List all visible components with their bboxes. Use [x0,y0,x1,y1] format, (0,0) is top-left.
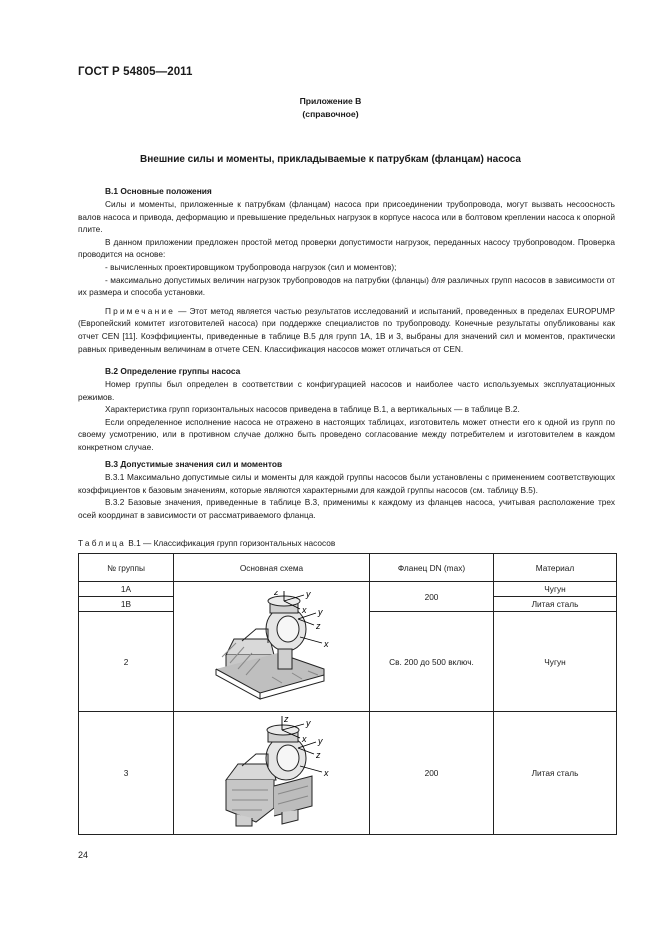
section-b3-body [78,471,615,521]
list-item: - максимально допустимых величин нагрузок трубопроводов на патрубки (фланцы) для различных групп насосов в зависимости от их размера и способа установки. [78,274,615,298]
section-heading-b2: В.2 Определение группы насоса [105,366,241,376]
paragraph: В данном приложении предложен простой метод проверки допустимости нагрузок, переданных насосу трубопроводом. Проверка проводится на основе: [78,236,615,260]
appendix-note: (справочное) [302,109,359,119]
axis-label: y [317,606,322,617]
section-b1-body [78,198,615,355]
table-row [79,712,617,835]
axis-label: y [305,590,310,599]
paragraph: Номер группы был определен в соответствии с конфигурацией насосов и наиболее часто используемых эксплуатационных режимов. [78,379,615,402]
axis-label: x [301,734,306,744]
page-number: 24 [78,850,89,860]
header-scheme: Основная схема [174,554,370,582]
axis-label: z [283,714,288,724]
list-item: - вычисленных проектировщиком трубопровода нагрузок (сил и моментов); [105,261,397,272]
material-cell: Чугун [494,582,617,597]
horizontal-pump-drawing-group-3 [212,714,332,830]
axis-label: y [317,736,322,746]
pump-scheme-group-2 [174,582,370,712]
horizontal-pump-drawing [212,591,332,701]
group-cell: 2 [79,612,174,712]
section-b2-body [78,378,615,454]
material-cell: Литая сталь [494,712,617,835]
axis-label: z [315,620,320,631]
flange-cell: Св. 200 до 500 включ. [370,612,494,712]
axis-label: y [305,718,310,728]
flange-cell: 200 [370,582,494,612]
appendix-title: Приложение В [299,96,362,106]
table-row [79,582,617,597]
material-cell: Чугун [494,612,617,712]
main-title: Внешние силы и моменты, прикладываемые к патрубкам (фланцам) насоса [140,154,521,165]
group-cell: 1А [79,582,174,597]
section-heading-b1: В.1 Основные положения [105,186,212,196]
group-cell: 3 [79,712,174,835]
axis-label: x [323,638,328,649]
table-header-row [79,554,617,582]
paragraph: Характеристика групп горизонтальных насосов приведена в таблице В.1, а вертикальных — в таблице В.2. [105,404,520,415]
section-heading-b3: В.3 Допустимые значения сил и моментов [105,459,283,469]
pump-scheme-group-3 [174,712,370,835]
axis-label: z [315,750,320,760]
header-flange: Фланец DN (max) [370,554,494,582]
paragraph: В.3.2 Базовые значения, приведенные в таблице В.3, применимы к каждому из фланцев насоса, учитывая расположение трех осей координат в зависимости от рассматриваемого фланца. [78,497,615,520]
paragraph: Силы и моменты, приложенные к патрубкам (фланцам) насоса при присоединении трубопровода, могут вызвать несоосность валов насоса и привода, деформацию и превышение предельных нагрузок в корпусе насоса или в болтовом креплении насоса к опорной плите. [78,199,615,235]
group-cell: 1В [79,597,174,612]
axis-label: z [273,590,278,597]
axis-label: x [301,604,306,615]
header-material: Материал [494,554,617,582]
pump-classification-table [78,553,617,835]
note-label: Примечание [105,305,176,316]
flange-cell: 200 [370,712,494,835]
standard-header: ГОСТ Р 54805—2011 [78,66,193,78]
table-caption: Таблица В.1 — Классификация групп горизонтальных насосов [78,538,336,548]
axis-label: x [323,768,328,778]
paragraph: Если определенное исполнение насоса не отражено в настоящих таблицах, изготовитель может отнести его к одной из групп по своему усмотрению, или в противном случае должно быть проведено согласование между потребителем и изготовителем в каждом конкретном случае. [78,416,615,452]
material-cell: Литая сталь [494,597,617,612]
note-paragraph: Примечание — Этот метод является частью результатов исследований и испытаний, проведенных в пределах EUROPUMP (Европейский комитет изготовителей насоса) при поддержке специалистов по трубопроводу. Конечные результаты опубликованы как отчет CEN [11]. Коэффициенты, приведенные в таблице В.5 для групп 1А, 1В и 3, выбраны для значений сил и моментов, практически равных приведенным величинам в отчете CEN. Классификация насосов может отличаться от CEN. [78,305,615,354]
paragraph: В.3.1 Максимально допустимые силы и моменты для каждой группы насосов были установлены с применением соответствующих коэффициентов к базовым значениям, которые являются характерными для каждой группы насосов (см. таблицу В.5). [78,472,615,495]
header-group: № группы [79,554,174,582]
